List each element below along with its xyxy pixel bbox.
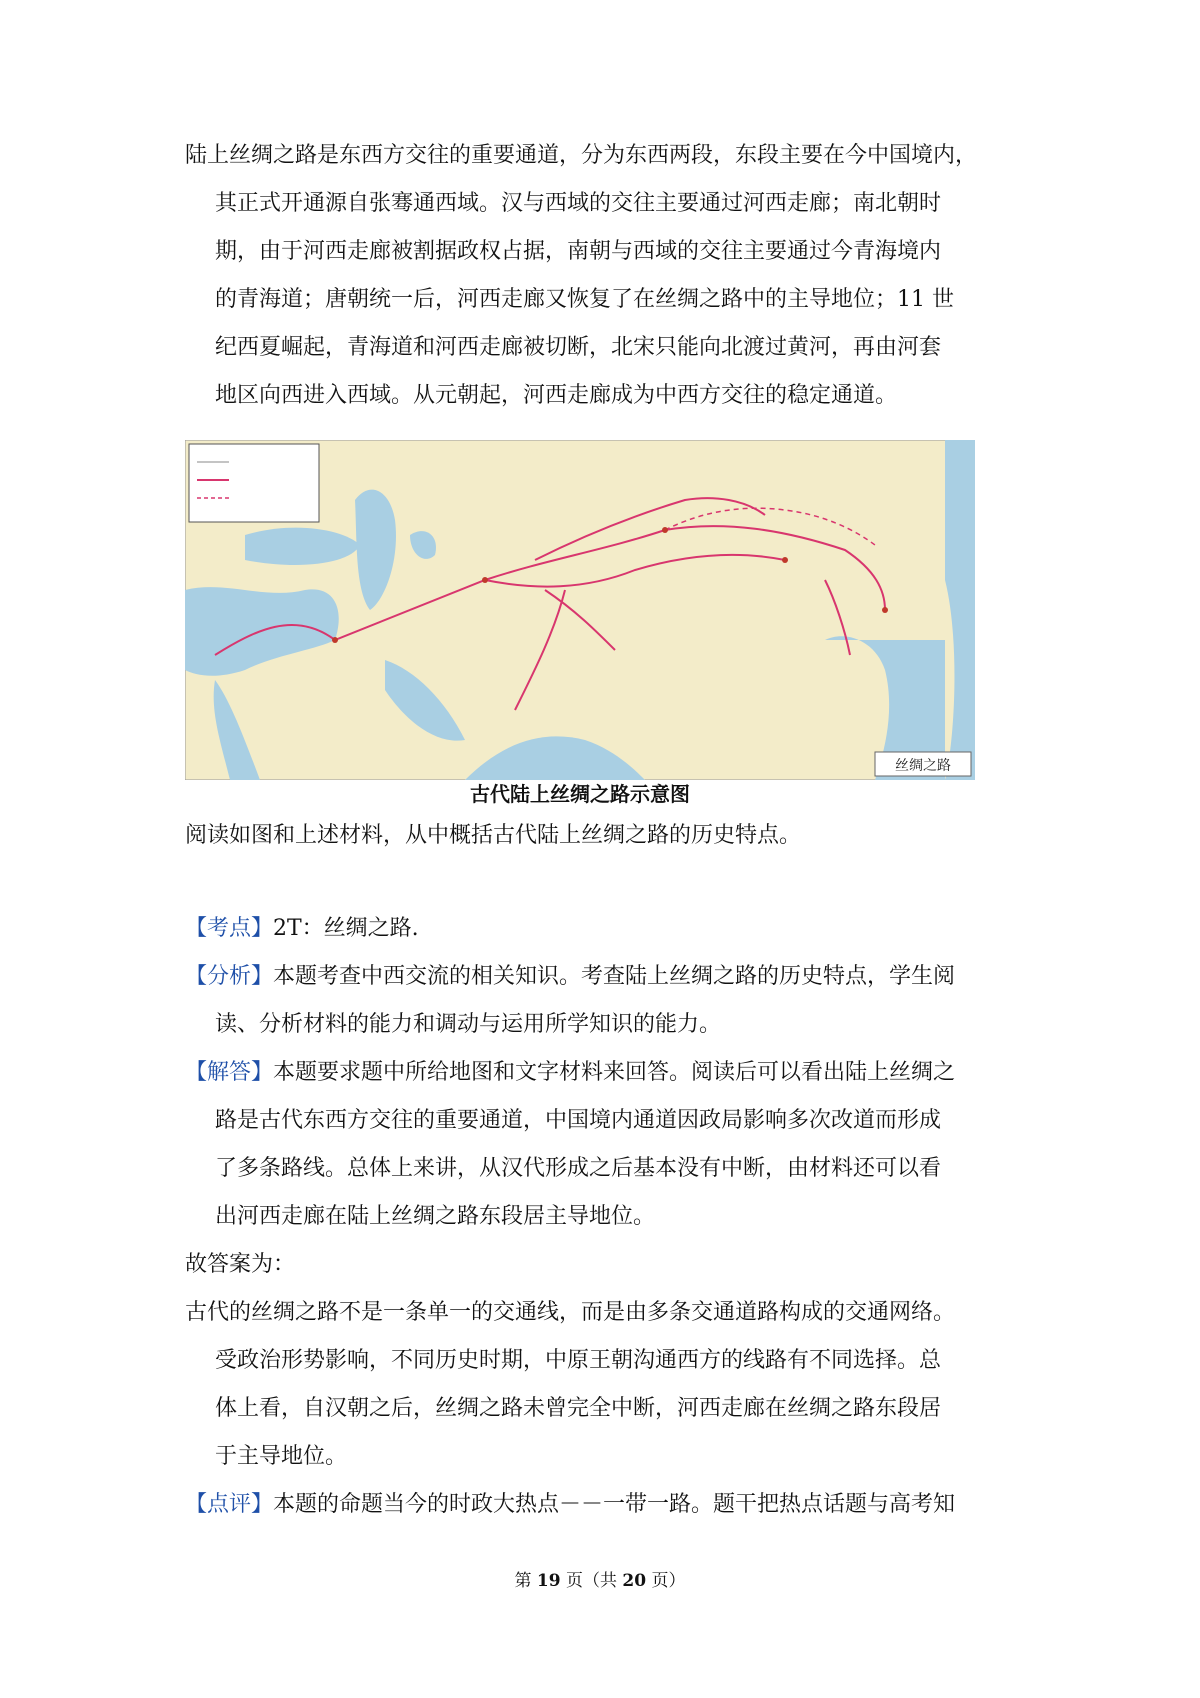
city-marker bbox=[662, 527, 668, 533]
answer-line: 于主导地位。 bbox=[215, 1444, 348, 1469]
fenxi-line: 读、分析材料的能力和调动与运用所学知识的能力。 bbox=[215, 1012, 722, 1037]
kaodian-tag: 【考点】 bbox=[185, 916, 274, 941]
answer-line: 体上看，自汉朝之后，丝绸之路未曾完全中断，河西走廊在丝绸之路东段居 bbox=[215, 1396, 942, 1421]
answer-line: 古代的丝绸之路不是一条单一的交通线，而是由多条交通道路构成的交通网络。 bbox=[185, 1300, 956, 1325]
answer bbox=[185, 1289, 1025, 1481]
passage-line: 期，由于河西走廊被割据政权占据，南朝与西域的交往主要通过今青海境内 bbox=[215, 239, 942, 264]
map-legend bbox=[189, 444, 319, 522]
city-marker bbox=[882, 607, 888, 613]
jieda bbox=[185, 1049, 1025, 1241]
city-marker bbox=[782, 557, 788, 563]
kaodian-text: 2T：丝绸之路. bbox=[273, 916, 419, 941]
jieda-line: 本题要求题中所给地图和文字材料来回答。阅读后可以看出陆上丝绸之 bbox=[273, 1060, 956, 1085]
passage-line: 陆上丝绸之路是东西方交往的重要通道，分为东西两段，东段主要在今中国境内， bbox=[185, 143, 978, 168]
answer-intro-text: 故答案为： bbox=[185, 1252, 296, 1277]
jieda-line: 出河西走廊在陆上丝绸之路东段居主导地位。 bbox=[215, 1204, 656, 1229]
city-marker bbox=[482, 577, 488, 583]
dianping bbox=[185, 1481, 1025, 1529]
kaodian bbox=[185, 905, 1025, 953]
passage-line: 地区向西进入西域。从元朝起，河西走廊成为中西方交往的稳定通道。 bbox=[215, 383, 898, 408]
passage-line: 的青海道；唐朝统一后，河西走廊又恢复了在丝绸之路中的主导地位；11 世 bbox=[215, 287, 954, 312]
silk-road-map bbox=[185, 440, 975, 780]
jieda-tag: 【解答】 bbox=[185, 1060, 274, 1085]
footer-prefix: 第 bbox=[514, 1571, 537, 1591]
fenxi bbox=[185, 953, 1025, 1049]
passage-line: 纪西夏崛起，青海道和河西走廊被切断，北宋只能向北渡过黄河，再由河套 bbox=[215, 335, 942, 360]
passage bbox=[185, 132, 1025, 420]
dianping-text: 本题的命题当今的时政大热点－－一带一路。题干把热点话题与高考知 bbox=[273, 1492, 956, 1517]
answer-line: 受政治形势影响，不同历史时期，中原王朝沟通西方的线路有不同选择。总 bbox=[215, 1348, 942, 1373]
footer-suffix: 页） bbox=[646, 1571, 686, 1591]
footer-middle: 页（共 bbox=[560, 1571, 623, 1591]
answer-intro bbox=[185, 1241, 1025, 1289]
jieda-line: 了多条路线。总体上来讲，从汉代形成之后基本没有中断，由材料还可以看 bbox=[215, 1156, 942, 1181]
page-number: 19 bbox=[536, 1571, 561, 1591]
map-caption: 古代陆上丝绸之路示意图 bbox=[470, 782, 690, 806]
jieda-line: 路是古代东西方交往的重要通道，中国境内通道因政局影响多次改道而形成 bbox=[215, 1108, 942, 1133]
question bbox=[185, 812, 1025, 860]
fenxi-tag: 【分析】 bbox=[185, 964, 274, 989]
map-corner-label: 丝绸之路 bbox=[895, 758, 951, 774]
dianping-tag: 【点评】 bbox=[185, 1492, 274, 1517]
passage-line: 其正式开通源自张骞通西域。汉与西域的交往主要通过河西走廊；南北朝时 bbox=[215, 191, 942, 216]
city-marker bbox=[332, 637, 338, 643]
question-text: 阅读如图和上述材料，从中概括古代陆上丝绸之路的历史特点。 bbox=[185, 823, 802, 848]
page-total: 20 bbox=[622, 1571, 647, 1591]
fenxi-line: 本题考查中西交流的相关知识。考查陆上丝绸之路的历史特点，学生阅 bbox=[273, 964, 956, 989]
page-footer bbox=[0, 1566, 1200, 1591]
